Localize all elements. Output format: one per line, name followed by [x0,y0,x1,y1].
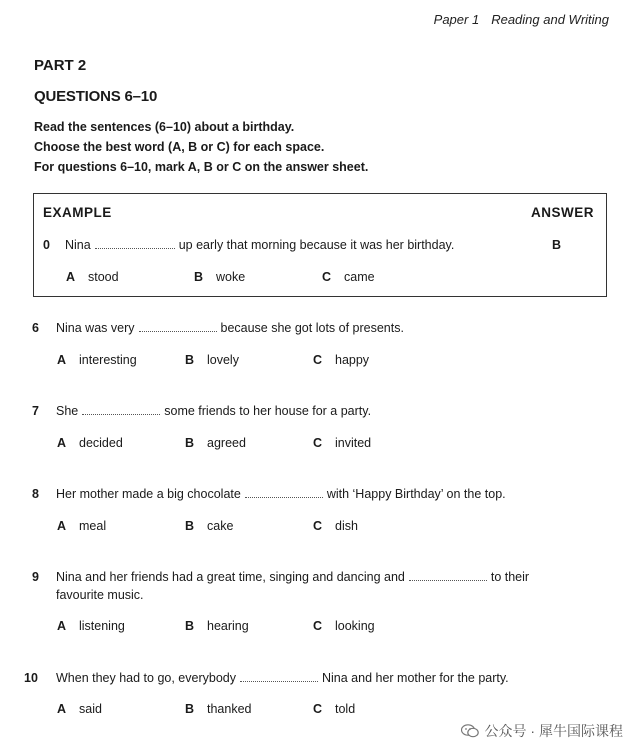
option-c[interactable]: C happy [313,353,370,367]
section-label: Reading and Writing [491,12,609,27]
example-after: up early that morning because it was her birthday. [178,238,455,252]
answer-blank [139,321,217,332]
option-b[interactable]: B thanked [185,702,252,716]
example-before: Nina [65,238,91,252]
option-a[interactable]: A meal [57,519,107,533]
example-sentence [43,238,454,252]
example-option: B woke [194,270,246,284]
paper-label: Paper 1 [433,12,480,27]
watermark-text: 公众号 · 犀牛国际课程 [484,723,623,739]
questions-title: QUESTIONS 6–10 [34,88,158,105]
option-b[interactable]: B hearing [185,619,249,633]
watermark [461,721,623,741]
option-a[interactable]: A interesting [57,353,137,367]
part-title: PART 2 [34,57,87,74]
answer-label: ANSWER [531,205,594,220]
option-c[interactable]: C looking [313,619,375,633]
example-option: A stood [66,270,119,284]
question-sentence: 10 When they had to go, everybody Nina and her mother for the party. [24,671,509,685]
example-blank [95,238,175,249]
answer-blank [240,671,318,682]
answer-blank [245,487,323,498]
answer-blank [82,404,160,415]
wechat-icon [461,724,479,738]
example-label: EXAMPLE [43,205,112,220]
option-b[interactable]: B lovely [185,353,239,367]
instruction-line: For questions 6–10, mark A, B or C on the answer sheet. [34,160,369,174]
answer-blank [409,570,487,581]
option-c[interactable]: C invited [313,436,372,450]
example-option: C came [322,270,375,284]
page-header [434,12,609,27]
instruction-line: Choose the best word (A, B or C) for each space. [34,140,325,154]
option-c[interactable]: C told [313,702,356,716]
option-a[interactable]: A said [57,702,102,716]
option-b[interactable]: B agreed [185,436,246,450]
question-sentence: 8 Her mother made a big chocolate with ‘Happy Birthday’ on the top. [32,487,506,501]
question-sentence: 9 Nina and her friends had a great time, singing and dancing and to their [32,570,530,584]
example-answer: B [551,238,561,252]
option-a[interactable]: A listening [57,619,125,633]
option-c[interactable]: C dish [313,519,358,533]
example-number: 0 [43,238,50,252]
question-sentence-continued: favourite music. [56,588,144,602]
option-a[interactable]: A decided [57,436,123,450]
question-sentence: 7 She some friends to her house for a party. [32,404,372,418]
instruction-line: Read the sentences (6–10) about a birthday. [34,120,295,134]
question-sentence: 6 Nina was very because she got lots of presents. [32,321,404,335]
example-box [33,193,607,297]
option-b[interactable]: B cake [185,519,234,533]
